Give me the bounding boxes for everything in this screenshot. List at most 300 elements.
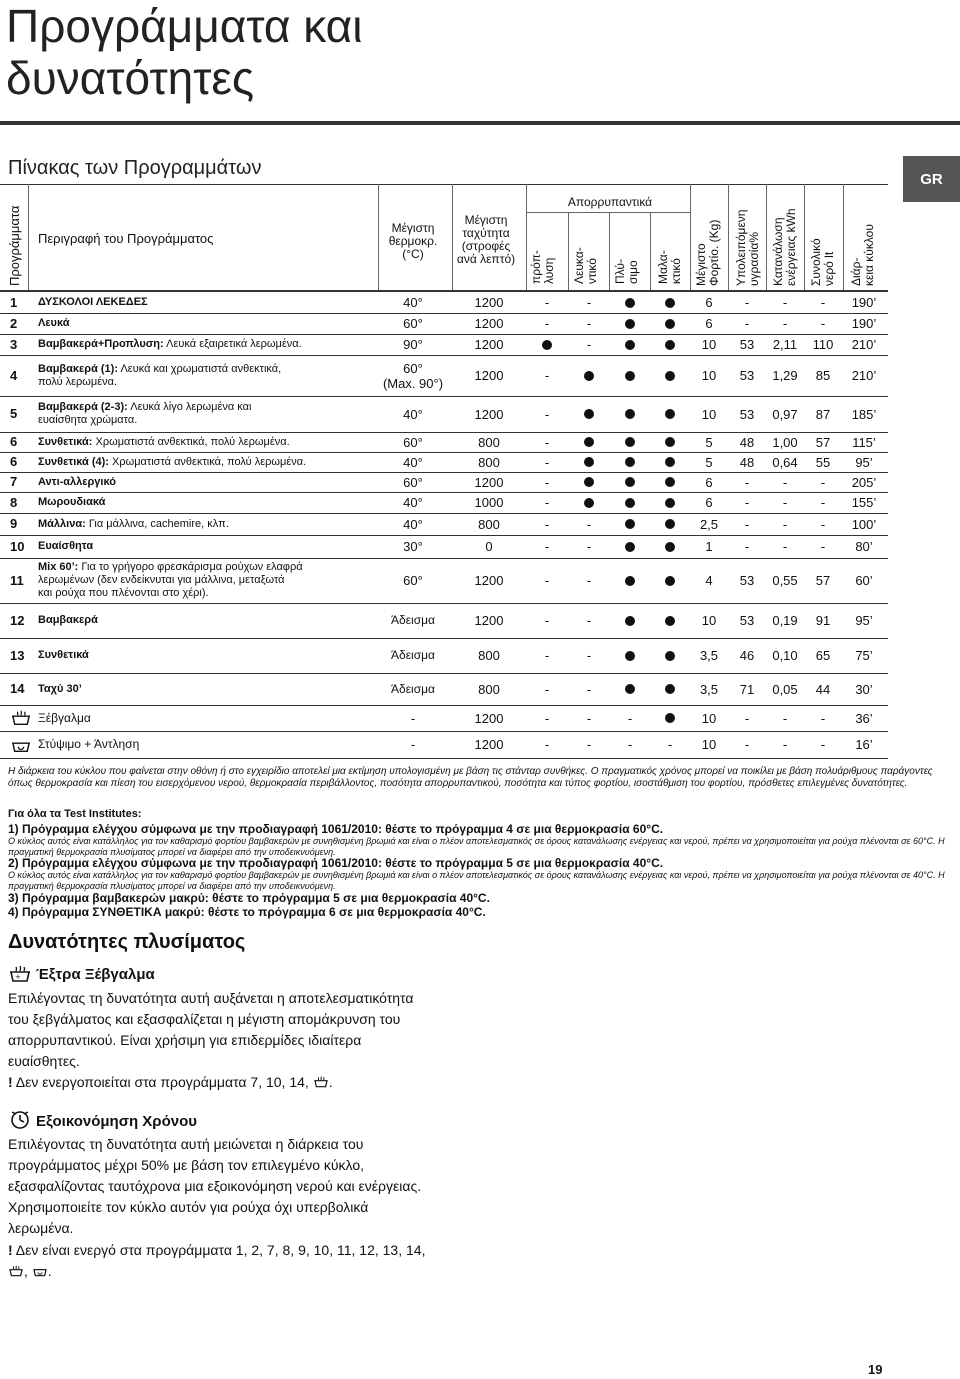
cell-pre: - [544,737,550,752]
cell-dur: 36’ [855,710,873,726]
program-description [38,338,302,351]
cell-energy: - [782,316,788,331]
svg-text:+: + [15,973,21,981]
row-separator [0,603,888,604]
row-separator [0,673,888,674]
cell-pre: - [544,573,550,588]
cell-load: 1 [705,539,713,554]
cell-moist: 53 [739,368,755,383]
dot-marker [584,477,594,487]
dot-marker [625,684,635,694]
program-name: Ευαίσθητα [38,540,94,552]
cell-moist: - [744,316,750,331]
cell-energy: - [782,495,788,510]
program-description [38,436,290,449]
cell-speed: 1200 [474,613,504,628]
header-duration: Διάρ- κεια κύκλου [849,224,876,286]
program-number: 9 [10,516,18,531]
time-saver-title: Εξοικονόμηση Χρόνου [36,1113,197,1130]
cell-energy: 0,05 [772,681,798,697]
cell-load: 6 [705,495,713,510]
program-number: 7 [10,474,18,489]
cell-dur: 190’ [851,295,877,310]
extra-rinse-icon [313,1075,329,1089]
cell-speed: 1200 [474,474,504,490]
cell-temp: - [410,710,416,726]
cell-water: - [820,516,826,532]
program-name: Αντι-αλλεργικό [38,475,116,488]
cell-energy: 0,97 [772,406,798,422]
program-name: Συνθετικά [38,649,89,661]
cell-energy: - [782,474,788,490]
extra-rinse-warning: ! Δεν ενεργοποιείται στα προγράμματα 7, 10, 14, . [8,1074,333,1090]
program-name: Βαμβακερά (2-3): [38,401,128,413]
dot-marker [625,498,635,508]
cell-moist: 53 [739,406,755,422]
cell-load: 3,5 [699,648,719,663]
cell-speed: 800 [478,681,500,697]
time-saver-text: Επιλέγοντας τη δυνατότητα αυτή μειώνεται η διάρκεια του προγράμματος μέχρι 50% με βάση τον επιλεγμένο κύκλο, εξασφαλίζοντας ταυτόχρονα μια εξοικονόμηση νερού και ενέργειας. Χρησιμοποιείτε τον κύκλο αυτόν για ρούχα όχι υπερβολικά λερωμένα. [8,1136,422,1236]
cell-water: - [820,316,826,331]
cell-dur: 75’ [855,648,873,663]
header-bleach: Λευκα- ντικό [572,247,599,284]
cell-ble: - [586,613,592,628]
cell-temp: 60° [403,316,423,331]
header-water: Συνολικό νερό lt [809,238,836,286]
program-number: 2 [10,315,18,331]
cell-moist: 53 [739,337,755,352]
dot-marker [625,437,635,447]
cell-moist: - [744,539,750,554]
extra-rinse-icon [8,1264,24,1278]
cell-temp: Άδεισμα [391,613,435,627]
cell-energy: - [782,516,788,532]
dot-marker [584,437,594,447]
cell-energy: 2,11 [772,337,798,352]
program-number: 6 [10,434,18,449]
row-separator [0,705,888,706]
dot-marker [625,616,635,626]
cell-pre: - [544,454,550,470]
cell-moist: 53 [739,573,755,588]
header-residual-moisture: Υπολειπόμενη υγρασία% [734,209,761,286]
cell-dur: 95’ [855,454,873,470]
cell-energy: 0,55 [772,573,798,588]
cell-moist: - [744,710,750,726]
cell-ble: - [586,710,592,726]
cell-pre: - [544,495,550,510]
cell-load: 6 [705,295,713,310]
program-name: Μωρουδιακά [38,496,106,508]
row-separator [0,731,888,732]
cell-speed: 1200 [474,337,504,352]
row-separator [0,452,888,453]
cell-water: 91 [815,613,831,628]
cell-speed: 1200 [474,406,504,422]
cell-was: - [627,710,633,726]
cell-speed: 1200 [474,316,504,331]
title-rule [0,121,960,125]
cell-load: 10 [701,337,717,352]
program-detail: Στύψιμο + Άντληση [38,737,140,751]
program-description [38,540,93,553]
cell-energy: - [782,539,788,554]
cell-pre: - [544,368,550,383]
cell-load: 5 [705,434,713,450]
cell-pre: - [544,434,550,450]
cell-moist: - [744,516,750,532]
cell-speed: 800 [478,454,500,470]
cell-dur: 210’ [851,337,877,352]
table-header-line [0,290,888,292]
cell-load: 10 [701,613,717,628]
header-description: Περιγραφή του Προγράμματος [38,231,214,246]
program-number: 14 [10,681,25,696]
header-softener: Μαλα- κτικό [656,250,683,284]
program-description [38,456,306,469]
header-wash: Πλύ- σιμο [613,259,640,284]
program-name: Συνθετικά: [38,435,93,448]
header-max-speed: Μέγιστη ταχύτητα (στροφές ανά λεπτό) [456,213,516,266]
program-description [38,363,281,389]
cell-load: 4 [705,573,713,588]
row-separator [0,472,888,473]
dot-marker [625,477,635,487]
program-description [38,476,116,489]
cell-water: - [820,295,826,310]
header-detergents: Απορρυπαντικά [567,195,653,209]
program-description [38,738,139,751]
cell-temp: 60° [403,434,423,450]
cell-energy: 0,19 [772,613,798,628]
cell-energy: 1,00 [772,434,798,450]
row-separator [0,396,888,397]
test-title: Για όλα τα Test Institutes: [8,808,142,820]
row-separator [0,313,888,314]
dot-marker [584,457,594,467]
row-separator [0,513,888,514]
cell-energy: 1,29 [772,368,798,383]
test-1: 1) Πρόγραμμα ελέγχου σύμφωνα με την προδιαγραφή 1061/2010: θέστε το πρόγραμμα 4 σε μια θερμοκρασία 60°C. [8,822,664,836]
test-3: 3) Πρόγραμμα βαμβακερών μακρύ: θέστε το πρόγραμμα 5 σε μια θερμοκρασία 40°C. [8,891,490,905]
cell-pre: - [544,316,550,331]
program-number: 11 [10,572,24,588]
cell-pre: - [544,295,550,310]
header-max-load: Μέγιστο Φορτίο. (Kg) [694,219,721,286]
time-saver-warning: ! Δεν είναι ενεργό στα προγράμματα 1, 2, 7, 8, 9, 10, 11, 12, 13, 14, , . [8,1242,426,1279]
cell-moist: 48 [739,454,755,470]
program-detail: Λευκά και χρωματιστά ανθεκτικά, πολύ λερωμένα. [38,362,282,388]
cell-temp: Άδεισμα [391,681,435,696]
page-title: Προγράμματα και δυνατότητες [6,0,363,104]
cell-ble: - [586,295,592,310]
cell-speed: 1000 [474,495,504,510]
spin-drain-icon [10,736,32,754]
cell-dur: 30’ [855,681,873,697]
program-description [38,683,82,696]
cell-moist: 71 [739,681,755,697]
dot-marker [625,340,635,350]
program-detail: Για μάλλινα, cachemire, κλπ. [85,517,229,530]
page-number: 19 [868,1362,883,1377]
program-description [38,712,91,725]
cell-dur: 95’ [855,613,873,628]
cell-ble: - [586,516,592,532]
time-saver-icon [8,1108,32,1130]
cell-speed: 0 [485,539,493,554]
dot-marker [584,371,594,381]
cell-pre: - [544,710,550,726]
cell-temp: 40° [403,495,423,510]
dot-marker [625,542,635,552]
cell-energy: - [782,295,788,310]
cell-water: 55 [815,454,831,470]
header-separator [690,184,691,290]
cell-water: 57 [815,573,831,588]
program-name: Βαμβακερά (1): [38,362,118,375]
cell-speed: 800 [478,516,500,532]
program-name: Mix 60’: [38,561,79,573]
cell-ble: - [586,337,592,352]
row-separator [0,758,888,759]
table-top-line [0,184,888,185]
cell-load: 10 [701,368,717,383]
cell-speed: 1200 [474,573,504,588]
cell-load: 10 [701,737,717,752]
program-description [38,649,89,662]
cell-dur: 185’ [851,406,877,422]
cell-temp: Άδεισμα [391,648,435,662]
cell-load: 3,5 [699,681,719,697]
cell-speed: 800 [478,648,500,663]
language-tab: GR [903,156,960,202]
cell-temp: 40° [403,454,423,470]
cell-load: 10 [701,406,717,422]
cell-dur: 80’ [855,539,873,554]
cell-temp: 60° (Max. 90°) [382,360,444,391]
program-description [38,317,70,330]
cell-moist: - [744,737,750,752]
program-name: Μάλλινα: [38,517,86,530]
cell-energy: - [782,737,788,752]
extra-rinse-icon [8,964,32,984]
cell-energy: 0,64 [772,454,798,470]
duration-note: Η διάρκεια του κύκλου που φαίνεται στην οθόνη ή στο εγχειρίδιο αποτελεί μια εκτίμηση υπολογισμένη με βάση τις στάνταρ συνθήκες. Ο πραγματικός χρόνος μπορεί να ποικίλει με βάση πολυάριθμους παράγοντες όπως θερμοκρασία και πίεση του εισερχόμενου νερού, θερμοκρασία περιβάλλοντος, ποσότητα απορρυπαντικού, ποσότητα και τύπος φορτίου, ισοστάθμιση του φορτίου, πρόσθετες επιλεγμένες δυνατότητες. [8,766,933,789]
cell-pre: - [544,406,550,422]
cell-was: - [627,737,633,752]
dot-marker [625,319,635,329]
header-separator [728,184,729,290]
cell-temp: 40° [403,406,423,422]
dot-marker [584,498,594,508]
header-separator [568,212,569,290]
program-description [38,518,229,531]
row-separator [0,638,888,639]
program-name: ΔΥΣΚΟΛΟΙ ΛΕΚΕΔΕΣ [38,296,148,308]
header-prewash: πρόπ- λυση [529,250,556,284]
cell-temp: - [410,737,416,752]
cell-sof: - [667,737,673,752]
header-max-temp: Μέγιστη θερμοκρ. (°C) [388,221,438,261]
cell-speed: 1200 [474,368,504,383]
cell-dur: 115’ [852,434,876,450]
spin-drain-icon [32,1264,48,1278]
cell-temp: 40° [403,295,423,310]
header-separator [804,184,805,290]
program-description [38,401,251,427]
cell-temp: 90° [403,337,423,352]
cell-load: 2,5 [699,516,719,532]
cell-water: 65 [815,648,831,663]
cell-dur: 205’ [851,474,877,490]
program-detail: Για το γρήγορο φρεσκάρισμα ρούχων ελαφρά λερωμένων (δεν ενδείκνυται για μάλλινα, μεταξωτά και ρούχα που πλένονται στο χέρι). [38,561,303,599]
header-separator [526,212,690,213]
table-subtitle: Πίνακας των Προγραμμάτων [8,157,262,179]
program-number: 3 [10,336,18,352]
dot-marker [584,409,594,419]
extra-rinse-text: Επιλέγοντας τη δυνατότητα αυτή αυξάνεται η αποτελεσματικότητα του ξεβγάλματος και εξασφαλίζεται η μέγιστη απομάκρυνση του απορρυπαντικού. Είναι χρήσιμη για επιδερμίδες ιδιαίτερα ευαίσθητες. [8,990,414,1069]
header-separator [650,212,651,290]
cell-load: 6 [705,316,713,331]
cell-water: - [820,710,826,726]
test-2-note: Ο κύκλος αυτός είναι κατάλληλος για τον καθαρισμό φορτίου βαμβακερών με συνηθισμένη βρωμιά και είναι ο πλέον αποτελεσματικός σε όρους κατανάλωσης ενέργειας και νερού, πρέπει να χρησιμοποιείται για ρούχα πλένονται σε 40°C. Η πραγματική θερμοκρασία πλυσίματος μπορεί να διαφέρει από την υποδεικνυόμενη. [8,870,945,891]
header-separator [378,184,379,290]
cell-pre: - [544,516,550,532]
cell-speed: 1200 [474,737,504,752]
program-detail: Χρωματιστά ανθεκτικά, πολύ λερωμένα. [92,435,290,448]
dot-marker [625,519,635,529]
program-description [38,614,98,627]
cell-water: 87 [815,406,831,422]
cell-load: 10 [701,710,717,726]
row-separator [0,432,888,433]
header-separator [609,212,610,290]
cell-ble: - [586,316,592,331]
cell-pre: - [544,681,550,697]
dot-marker [625,409,635,419]
cell-pre: - [544,539,550,554]
cell-water: - [820,539,826,554]
program-number: 12 [10,612,25,628]
cell-load: 5 [705,454,713,470]
cell-water: 57 [815,434,831,450]
cell-ble: - [586,737,592,752]
cell-water: - [820,474,826,490]
program-name: Βαμβακερά [38,614,98,626]
cell-temp: 40° [403,516,423,532]
cell-speed: 800 [478,434,500,450]
cell-water: - [820,495,826,510]
program-description [38,561,303,600]
options-section-title: Δυνατότητες πλυσίματος [8,931,246,953]
row-separator [0,558,888,559]
cell-temp: 30° [403,539,423,554]
row-separator [0,492,888,493]
cell-speed: 1200 [474,710,504,726]
program-number: 1 [10,294,18,310]
test-2: 2) Πρόγραμμα ελέγχου σύμφωνα με την προδιαγραφή 1061/2010: θέστε το πρόγραμμα 5 σε μια θερμοκρασία 40°C. [8,856,664,870]
program-number: 4 [10,367,18,383]
cell-load: 6 [705,474,713,490]
cell-temp: 60° [403,573,423,588]
row-separator [0,535,888,536]
cell-water: 44 [815,681,831,697]
header-programs: Προγράμματα [7,205,22,286]
program-number: 8 [10,494,18,510]
cell-ble: - [586,539,592,554]
cell-temp: 60° [403,474,423,490]
program-detail: Λευκά λίγο λερωμένα και ευαίσθητα χρώματα. [38,401,252,426]
cell-pre: - [544,613,550,628]
header-separator [28,184,29,290]
cell-moist: 48 [739,434,755,450]
program-number: 10 [10,538,25,554]
row-separator [0,355,888,356]
program-number: 6 [10,454,18,469]
cell-moist: - [744,495,750,510]
program-name: Λευκά [38,317,70,329]
cell-pre: - [544,474,550,490]
cell-dur: 210’ [851,368,877,383]
rinse-icon [10,709,32,727]
program-name: Συνθετικά (4): [38,455,109,468]
cell-dur: 16’ [855,737,873,752]
program-name: Ταχύ 30’ [38,682,82,695]
cell-dur: 60’ [855,573,873,588]
cell-moist: - [744,474,750,490]
program-detail: Ξέβγαλμα [38,710,91,725]
cell-speed: 1200 [474,295,504,310]
dot-marker [625,298,635,308]
cell-energy: - [782,710,788,726]
header-energy: Κατανάλωση ενέργειας kWh [771,208,798,286]
program-name: Βαμβακερά+Προπλυση: [38,338,164,350]
header-separator [526,184,527,290]
cell-dur: 100’ [851,516,877,532]
cell-ble: - [586,648,592,663]
program-description [38,296,148,309]
program-detail: Χρωματιστά ανθεκτικά, πολύ λερωμένα. [108,455,307,468]
dot-marker [625,371,635,381]
header-separator [452,184,453,290]
test-1-note: Ο κύκλος αυτός είναι κατάλληλος για τον καθαρισμό φορτίου βαμβακερών με συνηθισμένη βρωμιά και είναι ο πλέον αποτελεσματικός σε όρους κατανάλωσης ενέργειας και νερού, πρέπει να χρησιμοποιείται για ρούχα πλένονται σε 60°C. Η πραγματική θερμοκρασία πλυσίματος μπορεί να διαφέρει από την υποδεικνυόμενη. [8,836,945,857]
cell-dur: 155’ [851,495,877,510]
extra-rinse-title: Έξτρα Ξέβγαλμα [36,966,155,983]
cell-moist: 53 [739,613,755,628]
cell-water: 110 [812,337,834,352]
row-separator [0,334,888,335]
cell-pre: - [544,648,550,663]
program-description [38,496,105,509]
dot-marker [625,457,635,467]
header-separator [766,184,767,290]
program-number: 5 [10,406,18,421]
cell-water: - [820,737,826,752]
test-4: 4) Πρόγραμμα ΣΥΝΘΕΤΙΚΑ μακρύ: θέστε το πρόγραμμα 6 σε μια θερμοκρασία 40°C. [8,905,486,919]
dot-marker [625,576,635,586]
cell-ble: - [586,681,592,697]
program-detail: Λευκά εξαιρετικά λερωμένα. [163,338,302,350]
cell-energy: 0,10 [772,648,798,663]
cell-ble: - [586,573,592,588]
cell-water: 85 [815,368,831,383]
header-separator [843,184,844,290]
cell-moist: 46 [739,648,755,663]
dot-marker [625,651,635,661]
cell-dur: 190’ [851,316,877,331]
program-number: 13 [10,647,25,663]
cell-moist: - [744,295,750,310]
